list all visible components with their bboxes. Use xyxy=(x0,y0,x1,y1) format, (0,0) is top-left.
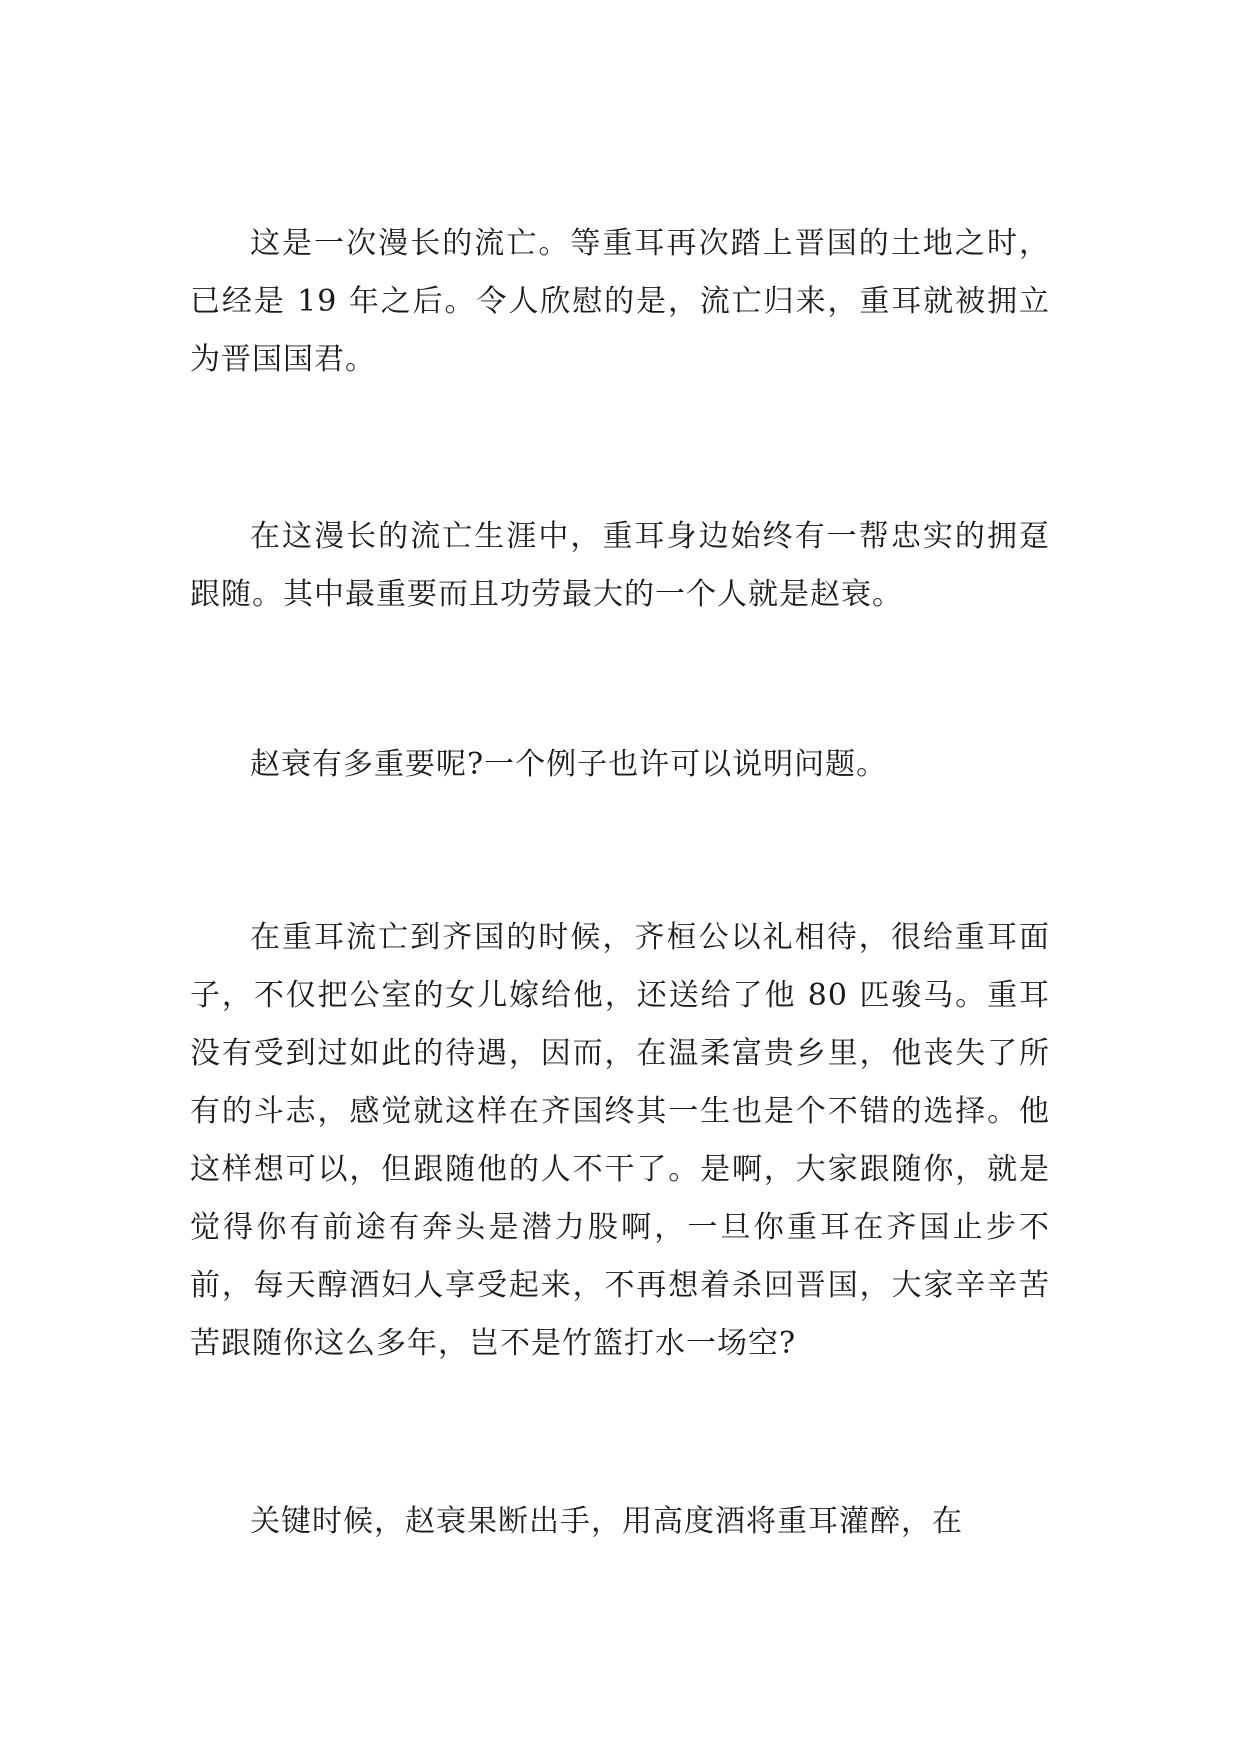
paragraph-4: 在重耳流亡到齐国的时候，齐桓公以礼相待，很给重耳面子，不仅把公室的女儿嫁给他，还送给了他 80 匹骏马。重耳没有受到过如此的待遇，因而，在温柔富贵乡里，他丧失了所有的斗志，感觉就这样在齐国终其一生也是个不错的选择。他这样想可以，但跟随他的人不干了。是啊，大家跟随你，就是觉得你有前途有奔头是潜力股啊，一旦你重耳在齐国止步不前，每天醇酒妇人享受起来，不再想着杀回晋国，大家辛辛苦苦跟随你这么多年，岂不是竹篮打水一场空? xyxy=(190,920,1050,1361)
paragraph-1: 这是一次漫长的流亡。等重耳再次踏上晋国的土地之时，已经是 19 年之后。令人欣慰的是，流亡归来，重耳就被拥立为晋国国君。 xyxy=(190,226,1050,377)
paragraph-5: 关键时候，赵衰果断出手，用高度酒将重耳灌醉，在 xyxy=(250,1504,963,1539)
paragraph-2: 在这漫长的流亡生涯中，重耳身边始终有一帮忠实的拥趸跟随。其中最重要而且功劳最大的一个人就是赵衰。 xyxy=(190,519,1050,612)
paragraph-3: 赵衰有多重要呢?一个例子也许可以说明问题。 xyxy=(250,747,888,782)
